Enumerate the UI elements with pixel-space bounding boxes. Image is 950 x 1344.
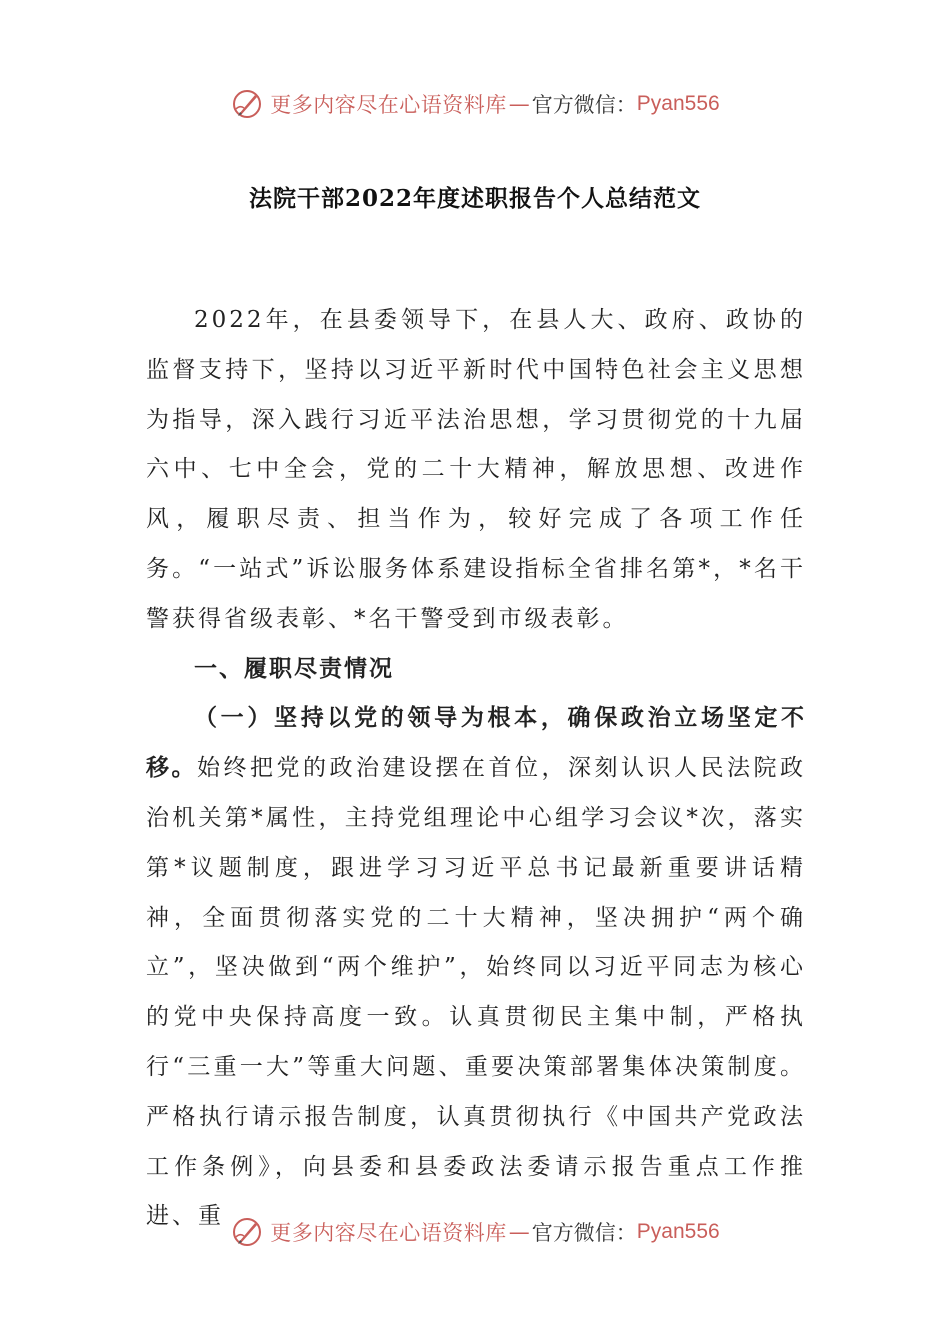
subsection-paragraph [146, 694, 806, 1242]
document-body [146, 296, 806, 1242]
document-title: 法院干部2022年度述职报告个人总结范文 [248, 185, 701, 212]
section-heading: 一、履职尽责情况 [194, 655, 394, 682]
quill-logo-icon [230, 1215, 264, 1249]
quill-logo-icon [230, 87, 264, 121]
watermark-contact-label: 官方微信： [531, 93, 637, 117]
watermark-contact-id: Pyan556 [636, 92, 720, 115]
watermark-banner-top [0, 84, 950, 124]
subsection-text: 始终把党的政治建设摆在首位，深刻认识人民法院政治机关第*属性，主持党组理论中心组学习会议*次，落实第*议题制度，跟进学习习近平总书记最新重要讲话精神，全面贯彻落实党的二十大精神，坚决拥护“两个确立”，坚决做到“两个维护”，始终同以习近平同志为核心的党中央保持高度一致。认真贯彻民主集中制，严格执行“三重一大”等重大问题、重要决策部署集体决策制度。严格执行请示报告制度，认真贯彻执行《中国共产党政法工作条例》，向县委和县委政法委请示报告重点工作推进、重 [146, 755, 806, 1230]
watermark-dash: — [508, 1220, 530, 1244]
watermark-contact-label: 官方微信： [531, 1221, 637, 1245]
watermark-dash: — [508, 92, 530, 116]
watermark-banner-bottom [0, 1212, 950, 1252]
subsection-heading: （一）坚持以党的领导为根本，确保政治立场坚定不移。 [146, 705, 806, 782]
intro-paragraph: 2022年，在县委领导下，在县人大、政府、政协的监督支持下，坚持以习近平新时代中国特色社会主义思想为指导，深入践行习近平法治思想，学习贯彻党的十九届六中、七中全会，党的二十大精神，解放思想、改进作风，履职尽责、担当作为，较好完成了各项工作任务。“一站式”诉讼服务体系建设指标全省排名第*，*名干警获得省级表彰、*名干警受到市级表彰。 [146, 307, 806, 632]
watermark-site-text: 更多内容尽在心语资料库 [270, 93, 507, 117]
watermark-site-text: 更多内容尽在心语资料库 [270, 1221, 507, 1245]
watermark-contact-id: Pyan556 [636, 1220, 720, 1243]
